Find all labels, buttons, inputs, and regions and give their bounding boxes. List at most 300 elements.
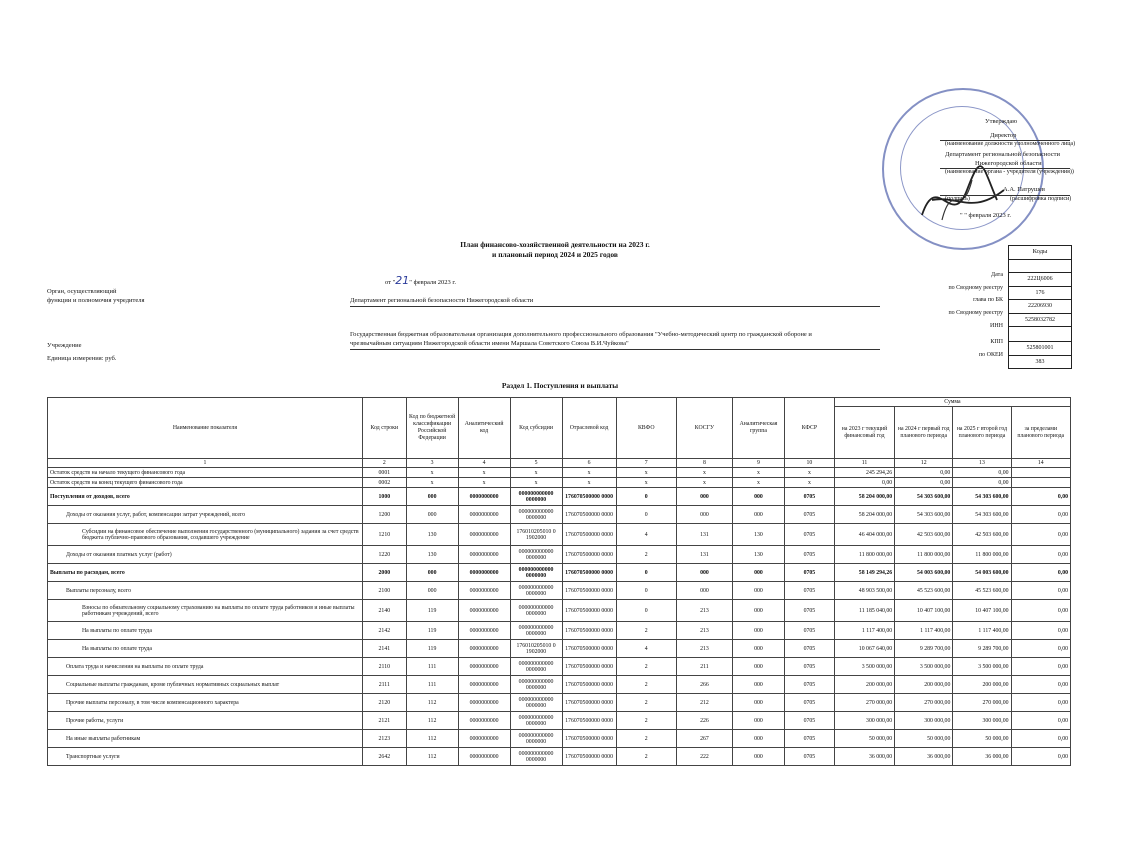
cell-group: 000 — [733, 676, 785, 694]
signature-caption: (подпись) — [945, 196, 970, 202]
cell-kfsr: x — [784, 468, 834, 478]
cell-kfsr: 0705 — [784, 564, 834, 582]
cell-kvfo: 2 — [616, 546, 676, 564]
cell-beyond: 0,00 — [1011, 506, 1070, 524]
cell-group: 000 — [733, 712, 785, 730]
cell-beyond: 0,00 — [1011, 582, 1070, 600]
cell-sector: 176070500000 0000 — [562, 730, 616, 748]
cell-group: 000 — [733, 600, 785, 622]
approval-date: " " февраля 2023 г. — [960, 212, 1011, 219]
cell-budget: 000 — [406, 564, 458, 582]
cell-y2025: 3 500 000,00 — [953, 658, 1011, 676]
cell-subsidy: 000000000000 0000000 — [510, 600, 562, 622]
cell-analytic: 0000000000 — [458, 640, 510, 658]
cell-y2025: 54 003 600,00 — [953, 564, 1011, 582]
cell-y2024: 3 500 000,00 — [895, 658, 953, 676]
cell-analytic: 0000000000 — [458, 676, 510, 694]
table-body — [48, 468, 1071, 766]
cell-line: 2110 — [362, 658, 406, 676]
cell-analytic: 0000000000 — [458, 600, 510, 622]
cell-subsidy: 000000000000 0000000 — [510, 730, 562, 748]
cell-subsidy: 000000000000 0000000 — [510, 564, 562, 582]
row-name: Транспортные услуги — [48, 748, 363, 766]
header-kfsr: КФСР — [784, 398, 834, 459]
row-name: Доходы от оказания платных услуг (работ) — [48, 546, 363, 564]
institution-line — [350, 349, 880, 350]
cell-sector: 176070500000 0000 — [562, 524, 616, 546]
cell-y2023: 36 000,00 — [834, 748, 894, 766]
cell-kvfo: x — [616, 468, 676, 478]
cell-y2024: 10 407 100,00 — [895, 600, 953, 622]
cell-kvfo: 2 — [616, 658, 676, 676]
table-row — [48, 546, 1071, 564]
row-name: Взносы по обязательному социальному страхованию на выплаты по оплате труда работников и иные выплаты работникам учреждений, всего — [48, 600, 363, 622]
cell-sector: 176070500000 0000 — [562, 506, 616, 524]
cell-group: 000 — [733, 748, 785, 766]
row-name: Выплаты персоналу, всего — [48, 582, 363, 600]
cell-kfsr: 0705 — [784, 730, 834, 748]
cell-beyond: 0,00 — [1011, 622, 1070, 640]
cell-analytic: 0000000000 — [458, 694, 510, 712]
cell-y2024: 54 003 600,00 — [895, 564, 953, 582]
code-label: по ОКЕИ — [978, 352, 1003, 358]
row-name: Прочие работы, услуги — [48, 712, 363, 730]
cell-subsidy: 000000000000 0000000 — [510, 658, 562, 676]
table-row — [48, 730, 1071, 748]
cell-y2025: 200 000,00 — [953, 676, 1011, 694]
cell-budget: x — [406, 468, 458, 478]
cell-y2024: 54 303 600,00 — [895, 488, 953, 506]
cell-budget: 130 — [406, 546, 458, 564]
position-caption: (наименование должности уполномоченного лица) — [945, 141, 1076, 147]
column-number: 6 — [562, 459, 616, 468]
cell-budget: 119 — [406, 600, 458, 622]
cell-subsidy: 176010205010 0 1902000 — [510, 524, 562, 546]
cell-sector: 176070500000 0000 — [562, 658, 616, 676]
cell-y2024: 1 117 400,00 — [895, 622, 953, 640]
table-row — [48, 582, 1071, 600]
cell-y2024: 50 000,00 — [895, 730, 953, 748]
cell-analytic: 0000000000 — [458, 506, 510, 524]
cell-kfsr: 0705 — [784, 640, 834, 658]
cell-kosgu: 213 — [676, 600, 732, 622]
cell-line: 2140 — [362, 600, 406, 622]
table-row — [48, 748, 1071, 766]
cell-kfsr: 0705 — [784, 546, 834, 564]
column-number: 3 — [406, 459, 458, 468]
code-value: 525801001 — [1009, 341, 1071, 355]
table-row — [48, 564, 1071, 582]
header-sector: Отраслевой код — [562, 398, 616, 459]
cell-group: 000 — [733, 506, 785, 524]
cell-y2025: 50 000,00 — [953, 730, 1011, 748]
cell-y2025: 0,00 — [953, 468, 1011, 478]
column-number: 8 — [676, 459, 732, 468]
code-label: по Сводному реестру — [948, 285, 1003, 291]
code-value: 222Ц6006 — [1009, 272, 1071, 286]
cell-y2025: 9 289 700,00 — [953, 640, 1011, 658]
cell-y2023: 11 185 040,00 — [834, 600, 894, 622]
cell-beyond: 0,00 — [1011, 564, 1070, 582]
column-number: 5 — [510, 459, 562, 468]
cell-beyond: 0,00 — [1011, 694, 1070, 712]
header-analytic: Аналитический код — [458, 398, 510, 459]
cell-analytic: 0000000000 — [458, 622, 510, 640]
signer-caption: (расшифровка подписи) — [1010, 196, 1072, 202]
cell-y2025: 270 000,00 — [953, 694, 1011, 712]
cell-line: 0002 — [362, 478, 406, 488]
cell-budget: 112 — [406, 730, 458, 748]
cell-y2025: 54 303 600,00 — [953, 488, 1011, 506]
cell-y2024: 300 000,00 — [895, 712, 953, 730]
row-name: На иные выплаты работникам — [48, 730, 363, 748]
cell-y2025: 45 523 600,00 — [953, 582, 1011, 600]
cell-analytic: 0000000000 — [458, 582, 510, 600]
cell-group: x — [733, 468, 785, 478]
cell-analytic: x — [458, 468, 510, 478]
cell-kosgu: 000 — [676, 506, 732, 524]
cell-budget: 000 — [406, 506, 458, 524]
cell-y2025: 42 503 600,00 — [953, 524, 1011, 546]
table-row — [48, 488, 1071, 506]
cell-sector: 176070500000 0000 — [562, 546, 616, 564]
institution-value-2: чрезвычайным ситуациям Нижегородской области имени Маршала Советского Союза В.И.Чуйкова" — [350, 340, 629, 347]
cell-kosgu: 131 — [676, 524, 732, 546]
institution-value-1: Государственная бюджетная образовательная организация дополнительного профессионального образования "Учебно-методический центр по гражданской обороне и — [350, 331, 812, 338]
column-number: 4 — [458, 459, 510, 468]
cell-subsidy: 000000000000 0000000 — [510, 694, 562, 712]
cell-budget: 112 — [406, 748, 458, 766]
cell-y2025: 300 000,00 — [953, 712, 1011, 730]
column-number: 10 — [784, 459, 834, 468]
cell-budget: 130 — [406, 524, 458, 546]
cell-kosgu: 213 — [676, 622, 732, 640]
cell-y2024: 0,00 — [895, 478, 953, 488]
cell-kfsr: 0705 — [784, 676, 834, 694]
unit-label: Единица измерения: руб. — [47, 355, 117, 362]
cell-analytic: 0000000000 — [458, 524, 510, 546]
cell-sector: 176070500000 0000 — [562, 694, 616, 712]
cell-sector: 176070500000 0000 — [562, 564, 616, 582]
cell-kfsr: 0705 — [784, 712, 834, 730]
cell-kvfo: 4 — [616, 524, 676, 546]
column-number: 2 — [362, 459, 406, 468]
cell-y2023: 0,00 — [834, 478, 894, 488]
code-value-spacer — [1009, 326, 1071, 341]
cell-kvfo: 0 — [616, 600, 676, 622]
document-title-line1: План финансово-хозяйственной деятельности на 2023 г. — [460, 240, 650, 249]
cell-y2023: 50 000,00 — [834, 730, 894, 748]
table-row — [48, 676, 1071, 694]
cell-y2024: 36 000,00 — [895, 748, 953, 766]
cell-beyond: 0,00 — [1011, 640, 1070, 658]
cell-kosgu: 000 — [676, 564, 732, 582]
cell-kfsr: 0705 — [784, 582, 834, 600]
code-value: 22206930 — [1009, 299, 1071, 313]
code-value: 383 — [1009, 355, 1071, 369]
cell-kfsr: 0705 — [784, 622, 834, 640]
cell-y2023: 11 800 000,00 — [834, 546, 894, 564]
cell-line: 1220 — [362, 546, 406, 564]
cell-kfsr: x — [784, 478, 834, 488]
approval-signer: А.А. Патрушев — [1003, 186, 1045, 193]
cell-sector: 176070500000 0000 — [562, 600, 616, 622]
code-label: Дата — [991, 272, 1003, 278]
cell-kvfo: 2 — [616, 748, 676, 766]
cell-beyond: 0,00 — [1011, 524, 1070, 546]
cell-subsidy: 000000000000 0000000 — [510, 622, 562, 640]
cell-subsidy: 000000000000 0000000 — [510, 748, 562, 766]
cell-subsidy: 000000000000 0000000 — [510, 546, 562, 564]
cell-y2024: 0,00 — [895, 468, 953, 478]
cell-y2024: 9 289 700,00 — [895, 640, 953, 658]
cell-budget: 119 — [406, 640, 458, 658]
header-beyond: за пределами планового периода — [1011, 407, 1070, 459]
code-value: 5258032782 — [1009, 313, 1071, 327]
row-name: Остаток средств на конец текущего финансового года — [48, 478, 363, 488]
org-line — [350, 306, 880, 307]
row-name: Выплаты по расходам, всего — [48, 564, 363, 582]
document-date: от "21" февраля 2023 г. — [385, 274, 456, 287]
cell-kosgu: 226 — [676, 712, 732, 730]
cell-beyond: 0,00 — [1011, 730, 1070, 748]
cell-group: 000 — [733, 622, 785, 640]
header-kosgu: КОСГУ — [676, 398, 732, 459]
cell-budget: 111 — [406, 658, 458, 676]
cell-kosgu: 000 — [676, 488, 732, 506]
code-value — [1009, 259, 1071, 273]
header-sum: Сумма — [834, 398, 1070, 407]
column-number: 9 — [733, 459, 785, 468]
cell-kvfo: 0 — [616, 488, 676, 506]
table-row — [48, 640, 1071, 658]
codes-box — [1008, 245, 1072, 369]
cell-beyond — [1011, 478, 1070, 488]
column-number: 12 — [895, 459, 953, 468]
org-value: Департамент региональной безопасности Нижегородской области — [350, 297, 534, 304]
cell-kfsr: 0705 — [784, 524, 834, 546]
cell-y2024: 45 523 600,00 — [895, 582, 953, 600]
cell-budget: 112 — [406, 694, 458, 712]
cell-group: 000 — [733, 564, 785, 582]
code-label: глава по БК — [973, 297, 1003, 303]
cell-line: 1200 — [362, 506, 406, 524]
cell-line: 2141 — [362, 640, 406, 658]
org-label-1: Орган, осуществляющий — [47, 288, 117, 295]
column-number: 13 — [953, 459, 1011, 468]
cell-y2025: 1 117 400,00 — [953, 622, 1011, 640]
table-row — [48, 478, 1071, 488]
cell-y2023: 58 149 294,26 — [834, 564, 894, 582]
header-group: Аналитическая группа — [733, 398, 785, 459]
cell-y2024: 200 000,00 — [895, 676, 953, 694]
column-number-row — [48, 459, 1071, 468]
cell-kfsr: 0705 — [784, 658, 834, 676]
income-expense-table — [47, 397, 1071, 766]
cell-sector: x — [562, 468, 616, 478]
header-name: Наименование показателя — [48, 398, 363, 459]
cell-analytic: 0000000000 — [458, 730, 510, 748]
cell-kosgu: 267 — [676, 730, 732, 748]
cell-budget: 119 — [406, 622, 458, 640]
cell-group: 130 — [733, 546, 785, 564]
cell-beyond: 0,00 — [1011, 658, 1070, 676]
approval-department: Департамент региональной безопасности — [945, 151, 1060, 158]
approval-region: Нижегородской области — [975, 160, 1042, 167]
org-label-2: функции и полномочия учредителя — [47, 297, 145, 304]
cell-kosgu: 222 — [676, 748, 732, 766]
cell-y2024: 270 000,00 — [895, 694, 953, 712]
cell-line: 2000 — [362, 564, 406, 582]
cell-kosgu: 212 — [676, 694, 732, 712]
cell-kosgu: 000 — [676, 582, 732, 600]
column-number: 1 — [48, 459, 363, 468]
cell-y2023: 245 294,26 — [834, 468, 894, 478]
cell-analytic: x — [458, 478, 510, 488]
cell-budget: 000 — [406, 488, 458, 506]
table-row — [48, 658, 1071, 676]
cell-subsidy: x — [510, 468, 562, 478]
cell-group: 000 — [733, 488, 785, 506]
table-row — [48, 622, 1071, 640]
cell-y2023: 58 204 000,00 — [834, 506, 894, 524]
cell-analytic: 0000000000 — [458, 546, 510, 564]
cell-group: 130 — [733, 524, 785, 546]
row-name: На выплаты по оплате труда — [48, 622, 363, 640]
cell-group: 000 — [733, 640, 785, 658]
cell-line: 1000 — [362, 488, 406, 506]
cell-kfsr: 0705 — [784, 694, 834, 712]
cell-y2023: 3 500 000,00 — [834, 658, 894, 676]
cell-kosgu: x — [676, 478, 732, 488]
cell-y2025: 10 407 100,00 — [953, 600, 1011, 622]
cell-budget: x — [406, 478, 458, 488]
column-number: 11 — [834, 459, 894, 468]
cell-kosgu: 131 — [676, 546, 732, 564]
cell-analytic: 0000000000 — [458, 712, 510, 730]
cell-subsidy: x — [510, 478, 562, 488]
header-budget: Код по бюджетной классификации Российской Федерации — [406, 398, 458, 459]
code-label: по Сводному реестру — [948, 310, 1003, 316]
cell-kfsr: 0705 — [784, 506, 834, 524]
cell-y2024: 11 800 000,00 — [895, 546, 953, 564]
cell-kvfo: x — [616, 478, 676, 488]
cell-subsidy: 000000000000 0000000 — [510, 488, 562, 506]
header-2023: на 2023 г текущий финансовый год — [834, 407, 894, 459]
cell-beyond: 0,00 — [1011, 488, 1070, 506]
code-label: КПП — [990, 339, 1003, 345]
cell-beyond: 0,00 — [1011, 546, 1070, 564]
cell-kvfo: 2 — [616, 676, 676, 694]
cell-kosgu: 213 — [676, 640, 732, 658]
cell-line: 2121 — [362, 712, 406, 730]
cell-y2023: 58 204 000,00 — [834, 488, 894, 506]
header-line: Код строки — [362, 398, 406, 459]
cell-analytic: 0000000000 — [458, 748, 510, 766]
approval-label: Утверждаю — [985, 118, 1018, 125]
cell-y2024: 54 303 600,00 — [895, 506, 953, 524]
cell-kvfo: 0 — [616, 506, 676, 524]
cell-kfsr: 0705 — [784, 600, 834, 622]
cell-line: 2123 — [362, 730, 406, 748]
cell-subsidy: 000000000000 0000000 — [510, 676, 562, 694]
cell-budget: 111 — [406, 676, 458, 694]
document-title-line2: и плановый период 2024 и 2025 годов — [492, 250, 618, 259]
code-label: ИНН — [990, 323, 1003, 329]
row-name: Прочие выплаты персоналу, в том числе компенсационного характера — [48, 694, 363, 712]
cell-line: 0001 — [362, 468, 406, 478]
cell-budget: 000 — [406, 582, 458, 600]
cell-y2023: 46 404 000,00 — [834, 524, 894, 546]
row-name: Доходы от оказания услуг, работ, компенсации затрат учреждений, всего — [48, 506, 363, 524]
cell-subsidy: 000000000000 0000000 — [510, 582, 562, 600]
row-name: Субсидии на финансовое обеспечение выполнения государственного (муниципального) задания за счет средств бюджета публично-правового образования, создавшего учреждение — [48, 524, 363, 546]
code-value: 176 — [1009, 286, 1071, 300]
cell-y2023: 300 000,00 — [834, 712, 894, 730]
table-row — [48, 600, 1071, 622]
cell-sector: 176070500000 0000 — [562, 582, 616, 600]
cell-beyond: 0,00 — [1011, 748, 1070, 766]
cell-group: 000 — [733, 658, 785, 676]
cell-kvfo: 2 — [616, 622, 676, 640]
header-kvfo: КВФО — [616, 398, 676, 459]
cell-kvfo: 2 — [616, 694, 676, 712]
cell-kosgu: x — [676, 468, 732, 478]
header-2024: на 2024 г первый год планового периода — [895, 407, 953, 459]
cell-kosgu: 211 — [676, 658, 732, 676]
cell-beyond: 0,00 — [1011, 712, 1070, 730]
table-row — [48, 524, 1071, 546]
header-2025: на 2025 г второй год планового периода — [953, 407, 1011, 459]
cell-group: 000 — [733, 694, 785, 712]
cell-line: 2142 — [362, 622, 406, 640]
cell-subsidy: 000000000000 0000000 — [510, 712, 562, 730]
cell-y2023: 48 903 500,00 — [834, 582, 894, 600]
cell-line: 2111 — [362, 676, 406, 694]
cell-group: 000 — [733, 730, 785, 748]
cell-line: 2120 — [362, 694, 406, 712]
cell-kvfo: 4 — [616, 640, 676, 658]
cell-beyond: 0,00 — [1011, 676, 1070, 694]
cell-kosgu: 266 — [676, 676, 732, 694]
column-number: 7 — [616, 459, 676, 468]
row-name: Остаток средств на начало текущего финансового года — [48, 468, 363, 478]
cell-y2023: 1 117 400,00 — [834, 622, 894, 640]
approval-position: Директор — [990, 132, 1017, 139]
cell-kfsr: 0705 — [784, 748, 834, 766]
cell-analytic: 0000000000 — [458, 658, 510, 676]
cell-y2025: 11 800 000,00 — [953, 546, 1011, 564]
column-number: 14 — [1011, 459, 1070, 468]
cell-budget: 112 — [406, 712, 458, 730]
cell-sector: 176070500000 0000 — [562, 748, 616, 766]
cell-kvfo: 2 — [616, 730, 676, 748]
cell-analytic: 0000000000 — [458, 488, 510, 506]
cell-kvfo: 0 — [616, 582, 676, 600]
cell-beyond — [1011, 468, 1070, 478]
table-row — [48, 468, 1071, 478]
cell-beyond: 0,00 — [1011, 600, 1070, 622]
row-name: Оплата труда и начисления на выплаты по оплате труда — [48, 658, 363, 676]
cell-y2023: 270 000,00 — [834, 694, 894, 712]
institution-label: Учреждение — [47, 342, 82, 349]
cell-line: 2642 — [362, 748, 406, 766]
cell-line: 1210 — [362, 524, 406, 546]
table-row — [48, 712, 1071, 730]
cell-analytic: 0000000000 — [458, 564, 510, 582]
cell-sector: 176070500000 0000 — [562, 676, 616, 694]
table-row — [48, 506, 1071, 524]
